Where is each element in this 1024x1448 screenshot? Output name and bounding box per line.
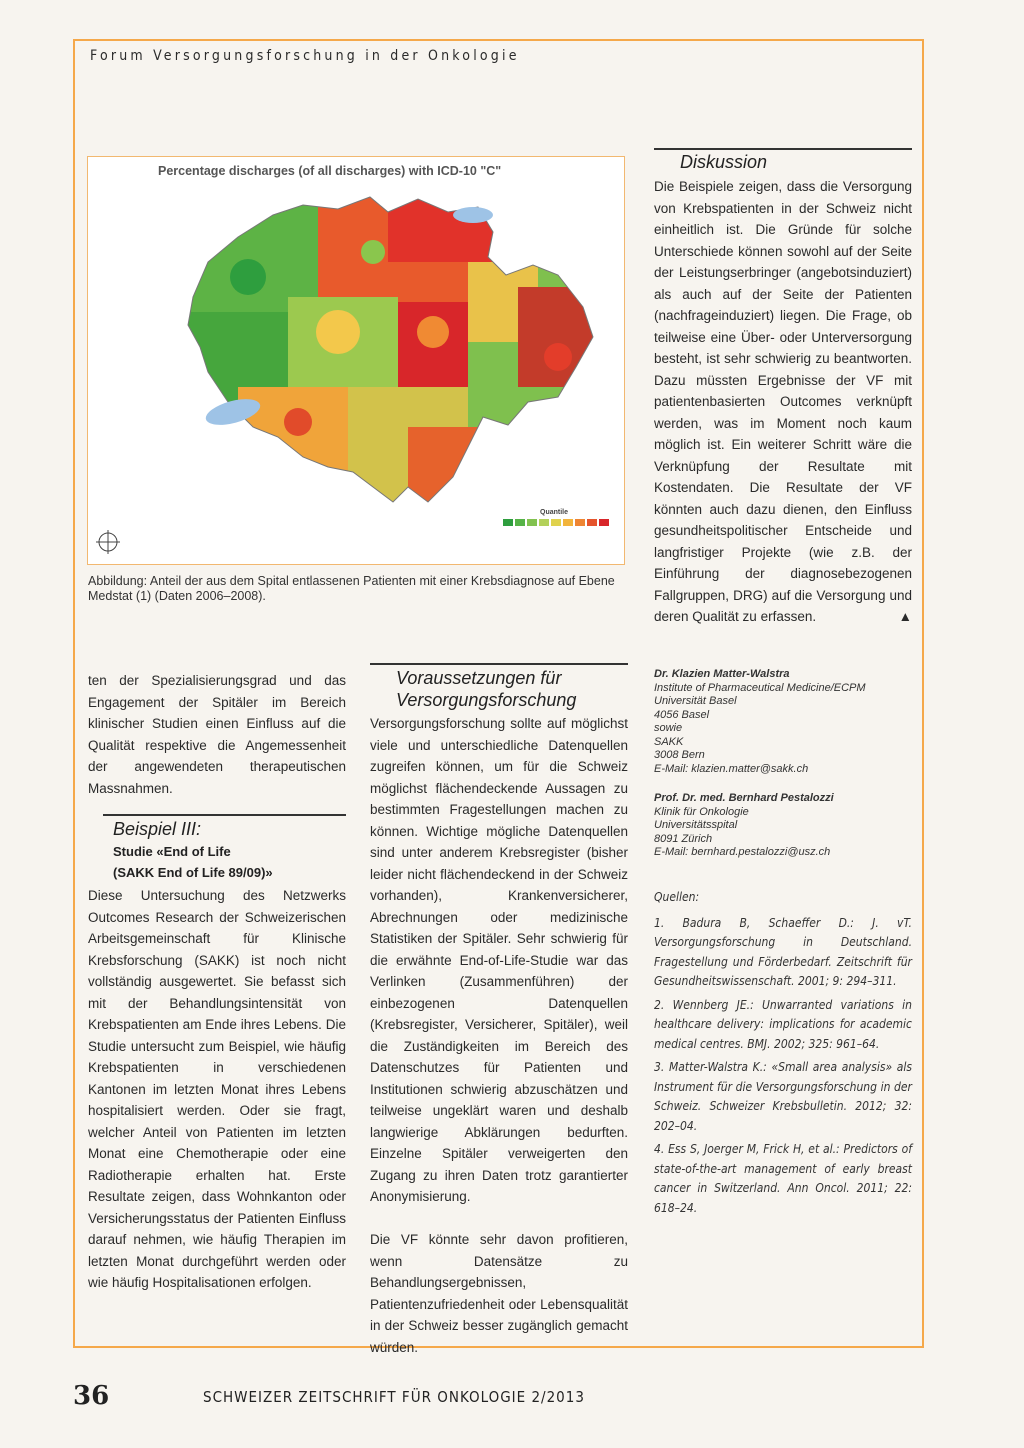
running-header: Forum Versorgungsforschung in der Onkologie <box>90 48 520 64</box>
author-1-line: Universität Basel <box>654 695 737 707</box>
legend-swatch <box>599 519 609 526</box>
col3-para-text: Die Beispiele zeigen, dass die Versorgung von Krebspatienten in der Schweiz nicht einheitlich ist. Die Gründe für solche Unterschiede können sowohl auf der Seite der Leistungserbringer (angebotsinduziert) als auch auf der Seite der Patienten (nachfrageinduziert) liegen. Die Frage, ob teilweise eine Über- oder Unterversorgung besteht, ist sehr schwierig zu beantworten. Dazu müssten Ergebnisse der VF mit patientenbasierten Outcomes verknüpft werden, was im Moment noch kaum möglich ist. Ein weiterer Schritt wäre die Verknüpfung der Resultate mit Kostendaten. Die Resultate der VF könnten auch dazu dienen, den Einfluss gesundheitspolitischer Entscheide und langfristiger Projekte (wie z.B. der Einführung der diagnosebezogenen Fallgruppen, DRG) auf die Versorgung und deren Qualität zu erfassen. <box>654 179 912 624</box>
col2-para2: Die VF könnte sehr davon profitieren, wenn Datensätze zu Behandlungsergebnissen, Patientenzufriedenheit oder Lebensqualität in der Schweiz besser zugänglich gemacht würden. <box>370 1232 628 1355</box>
journal-title: SCHWEIZER ZEITSCHRIFT FÜR ONKOLOGIE 2/2013 <box>203 1388 585 1406</box>
col2-para1: Versorgungsforschung sollte auf möglichst viele und unterschiedliche Datenquellen zugreifen können, um für die Schweiz möglichst flächendeckende Aussagen zu bestimmten Fragestellungen machen zu können. Wichtige mögliche Datenquellen sind unter anderem Krebsregister (bisher leider nicht flächendeckend in der Schweiz vorhanden), Krankenversicherer, Abrechnungen oder medizinische Statistiken der Spitäler. Sehr schwierig für die erwähnte End-of-Life-Studie war das Verlinken (Zusammenführen) der einbezogenen Datenquellen (Krebsregister, Versicherer, Spitäler), weil die Zuständigkeiten im Bereich des Datenschutzes für Patienten und Institutionen schwierig abzuschätzen und teilweise ungeklärt waren und deshalb langwierige Abklärungen bedurften. Einzelne Spitäler verweigerten den Zugang zu ihren Daten trotz garantierter Anonymisierung. <box>370 716 628 1204</box>
legend-title: Quantile <box>540 509 569 516</box>
col3-para <box>654 176 912 628</box>
page-number: 36 <box>73 1381 110 1411</box>
legend-swatch <box>575 519 585 526</box>
col3-heading: Diskussion <box>680 152 768 172</box>
author-2-line: Klinik für Onkologie <box>654 805 749 818</box>
legend-swatch <box>587 519 597 526</box>
legend-swatch <box>527 519 537 526</box>
col2-rule <box>370 663 628 665</box>
author-2-line: 8091 Zürich <box>654 832 713 845</box>
legend-swatch <box>563 519 573 526</box>
legend-swatch <box>539 519 549 526</box>
col2-heading-2: Versorgungsforschung <box>396 690 577 710</box>
reference-item: 4. Ess S, Joerger M, Frick H, et al.: Predictors of state-of-the-art management of early breast cancer in Switzerland. Ann Oncol. 2011; 22: 618–24. <box>654 1142 912 1215</box>
author-2 <box>654 792 834 860</box>
switzerland-map <box>88 157 624 564</box>
col1-heading: Beispiel III: <box>113 819 202 839</box>
author-1-line: 4056 Basel <box>654 708 710 721</box>
col2-heading-1: Voraussetzungen für <box>396 668 562 688</box>
legend-swatch <box>551 519 561 526</box>
references <box>654 888 912 1222</box>
author-1-line: sowie <box>654 722 683 734</box>
col1-para2: Diese Untersuchung des Netzwerks Outcomes Research der Schweizerischen Arbeitsgemeinschaft für Klinische Krebsforschung (SAKK) ist noch nicht vollständig ausgewertet. Sie befasst sich mit der Behandlungsintensität von Krebspatienten am Ende ihres Lebens. Die Studie untersucht zum Beispiel, wie häufig Krebspatienten in verschiedenen Kantonen im letzten Monat ihres Lebens hospitalisiert werden. Oder sie fragt, welcher Anteil von Patienten im letzten Monat eine Chemotherapie oder eine Radiotherapie erhalten hat. Erste Resultate zeigen, dass Wohnkanton oder Versicherungsstatus der Patienten Einfluss darauf nehmen, wie häufig Therapien im letzten Monat durchgeführt werden oder wie häufig Hospitalisationen erfolgen. <box>88 888 346 1290</box>
author-1-name: Dr. Klazien Matter-Walstra <box>654 668 790 680</box>
author-2-email: E-Mail: bernhard.pestalozzi@usz.ch <box>654 846 831 858</box>
author-1-line: SAKK <box>654 735 684 748</box>
author-1-line: 3008 Bern <box>654 749 705 761</box>
author-2-line: Universitätsspital <box>654 819 738 831</box>
col1-subheading-2: (SAKK End of Life 89/09)» <box>113 865 273 880</box>
end-of-article-triangle-icon: ▲ <box>898 609 912 624</box>
col1-para1: ten der Spezialisierungsgrad und das Engagement der Spitäler im Bereich klinischer Studien einen Einfluss auf die Qualität respektive die Angemessenheit der angewendeten therapeutischen Massnahmen. <box>88 673 346 796</box>
legend-swatch <box>515 519 525 526</box>
legend-swatch <box>503 519 513 526</box>
author-1-line: Institute of Pharmaceutical Medicine/ECPM <box>654 681 866 694</box>
figure-caption: Abbildung: Anteil der aus dem Spital entlassenen Patienten mit einer Krebsdiagnose auf Ebene Medstat (1) (Daten 2006–2008). <box>88 574 615 603</box>
author-2-name: Prof. Dr. med. Bernhard Pestalozzi <box>654 792 834 804</box>
compass-icon <box>96 530 120 554</box>
map-legend <box>503 519 609 526</box>
reference-item: 2. Wennberg JE.: Unwarranted variations in healthcare delivery: implications for academic medical centres. BMJ. 2002; 325: 961–64. <box>654 997 912 1051</box>
references-label: Quellen: <box>654 890 700 904</box>
map-title: Percentage discharges (of all discharges) with ICD-10 "C" <box>158 164 502 178</box>
col1-rule <box>103 814 346 816</box>
col1-subheading-1: Studie «End of Life <box>113 844 231 859</box>
reference-item: 3. Matter-Walstra K.: «Small area analysis» als Instrument für die Versorgungsforschung in der Schweiz. Schweizer Krebsbulletin. 2012; 32: 202–04. <box>654 1060 912 1133</box>
author-1 <box>654 668 866 776</box>
reference-item: 1. Badura B, Schaeffer D.: J. vT. Versorgungsforschung in Deutschland. Fragestellung und Förderbedarf. Zeitschrift für Gesundheitswissenschaft. 2001; 9: 294–311. <box>654 915 912 988</box>
author-1-email: E-Mail: klazien.matter@sakk.ch <box>654 762 809 775</box>
map-figure <box>87 156 625 565</box>
col3-rule <box>654 148 912 150</box>
